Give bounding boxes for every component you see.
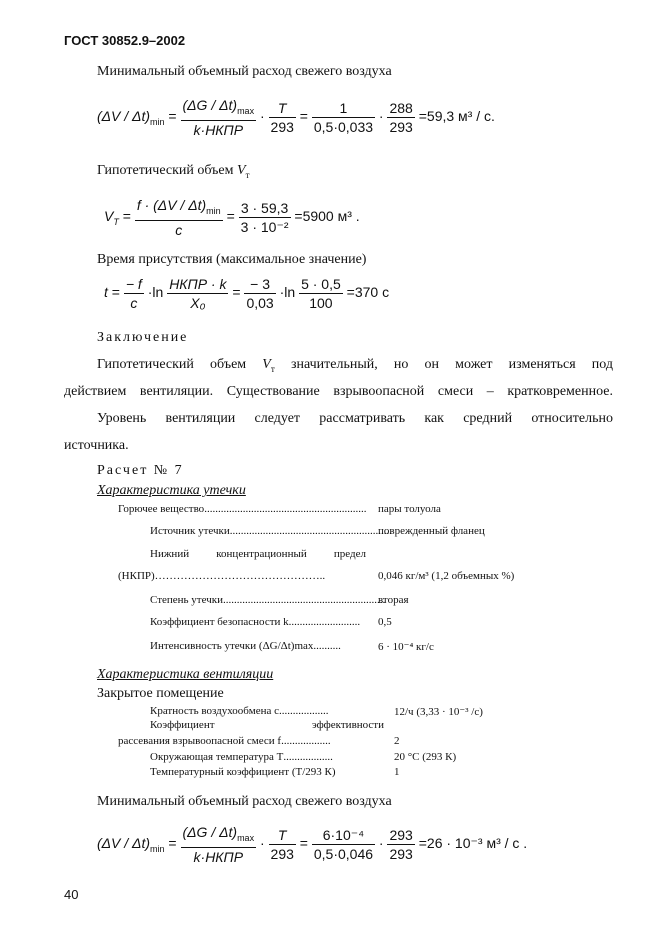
f1-frac-2 bbox=[269, 99, 296, 136]
ventilation-line-1: Уровень вентиляции следует рассматривать как средний относительно bbox=[97, 411, 613, 426]
paragraph-hypothetical-volume bbox=[97, 163, 250, 180]
conclusion-line-1 bbox=[97, 357, 613, 374]
vent-value: 2 bbox=[394, 735, 400, 747]
f3-ln-1: ln bbox=[152, 284, 164, 301]
f3-d2: X₀ bbox=[190, 295, 206, 311]
leak-value: 6 · 10⁻⁴ кг/с bbox=[378, 641, 434, 653]
f4-d3: 0,5·0,046 bbox=[313, 845, 374, 862]
f3-frac-1 bbox=[124, 275, 144, 312]
leak-value: пары толуола bbox=[378, 503, 441, 515]
f3-n3: − 3 bbox=[244, 275, 275, 294]
f1-lhs: (ΔV / Δt) bbox=[97, 108, 151, 125]
vent-row bbox=[150, 766, 336, 778]
vent-label: рассевания взрывоопасной смеси f bbox=[118, 735, 282, 747]
f3-ln-2: ln bbox=[284, 284, 296, 301]
conclusion-line-2: действием вентиляции. Существование взрывоопасной смеси – кратковременное. bbox=[64, 384, 613, 399]
leak-label: Интенсивность утечки (ΔG/Δt)max bbox=[150, 640, 314, 652]
paragraph-min-air-flow-2: Минимальный объемный расход свежего воздуха bbox=[97, 794, 392, 809]
f1-n1: (ΔG / Δt) bbox=[182, 97, 238, 113]
vent-label: Кратность воздухообмена c bbox=[150, 705, 280, 717]
f2-n2: 3 · 59,3 bbox=[239, 199, 291, 218]
formula-min-air-flow: $(\Delta V / \Delta t)_{min}$ = $\frac{(\Delta G / \Delta t)_{max}}{\text{k·НКПР}}$ · $\frac{T}{293}$ = $\frac{1}{0,5\cdot 0,033}$ · $\frac{288}{293}$ =59,3 м³ / с. bbox=[97, 97, 495, 138]
conclusion-heading: Заключение bbox=[97, 330, 189, 345]
p2-symbol: V bbox=[237, 163, 246, 178]
leak-characteristic-heading: Характеристика утечки bbox=[97, 483, 246, 498]
calculation-heading: Расчет № 7 bbox=[97, 463, 184, 478]
conclusion-symbol-sub: т bbox=[270, 363, 275, 374]
leak-label: Источник утечки bbox=[150, 525, 230, 537]
f2-lhs: V bbox=[104, 208, 114, 225]
f4-n4: 293 bbox=[389, 826, 413, 843]
f4-frac-3 bbox=[312, 826, 375, 863]
f2-n1-sub: min bbox=[206, 205, 221, 216]
vent-row: рассевания взрывоопасной смеси f.................. bbox=[118, 735, 331, 747]
f4-n3: 6·10⁻⁴ bbox=[312, 826, 375, 845]
vent-label: Окружающая температура T bbox=[150, 751, 284, 763]
leak-value: 0,5 bbox=[378, 616, 392, 628]
leak-label: Коэффициент безопасности k bbox=[150, 616, 289, 628]
document-header: ГОСТ 30852.9–2002 bbox=[64, 33, 186, 48]
f2-lhs-sub: T bbox=[113, 216, 119, 227]
f4-frac-2 bbox=[269, 826, 296, 863]
f1-d4: 293 bbox=[389, 118, 413, 135]
f1-frac-1 bbox=[181, 96, 257, 139]
f3-lhs: t bbox=[104, 284, 108, 301]
ventilation-line-2: источника. bbox=[64, 438, 129, 453]
f4-d2: 293 bbox=[270, 845, 294, 862]
leak-row: (НКПР)……………………………………….. bbox=[118, 570, 326, 582]
f3-n1: − f bbox=[125, 276, 142, 292]
f2-d1: c bbox=[175, 221, 183, 238]
conclusion-symbol: V bbox=[262, 357, 271, 372]
f3-d4: 100 bbox=[309, 295, 333, 311]
f4-n2: T bbox=[269, 826, 296, 845]
f2-result: 5900 м³ . bbox=[302, 208, 360, 225]
vent-label: Температурный коэффициент (T/293 К) bbox=[150, 766, 336, 778]
conclusion-1a: Гипотетический объем bbox=[97, 357, 247, 372]
vent-label: Коэффициент эффективности bbox=[150, 719, 384, 731]
leak-value: вторая bbox=[378, 594, 409, 606]
leak-label: Горючее вещество bbox=[118, 503, 205, 515]
formula-hypothetical-volume: $V_T$ = $\frac{f \cdot (\Delta V / \Delta t)_{min}}{c}$ = $\frac{3 \cdot 59,3}{\text{3 · 10⁻²}}$ =5900 м³ . bbox=[104, 197, 360, 238]
f1-n3: 1 bbox=[312, 99, 375, 118]
formula-min-air-flow-2: $(\Delta V / \Delta t)_{min}$ = $\frac{(\Delta G / \Delta t)_{max}}{\text{k·НКПР}}$ · $\frac{T}{293}$ = $\frac{\text{6·10⁻⁴}}{0,5\cdot 0,046}$ · $\frac{293}{293}$ =26 · 10⁻³ м³ / с . bbox=[97, 824, 528, 865]
f1-d1: k·НКПР bbox=[193, 121, 244, 138]
f3-d1: c bbox=[130, 295, 138, 311]
f3-d3: 0,03 bbox=[246, 295, 274, 311]
paragraph-min-air-flow: Минимальный объемный расход свежего воздуха bbox=[97, 64, 392, 79]
p2-symbol-sub: т bbox=[245, 169, 250, 180]
leak-row: Степень утечки........................................................... bbox=[150, 594, 386, 606]
vent-row: Кратность воздухообмена c.................. bbox=[150, 705, 329, 717]
leak-row: Интенсивность утечки (ΔG/Δt)max.......... bbox=[150, 640, 341, 652]
f1-frac-4 bbox=[387, 99, 414, 136]
f4-lhs-sub: min bbox=[150, 843, 165, 854]
f1-lhs-sub: min bbox=[150, 116, 165, 127]
leak-value: 0,046 кг/м³ (1,2 объемных %) bbox=[378, 570, 515, 582]
f3-frac-4 bbox=[299, 275, 343, 312]
leak-label: Степень утечки bbox=[150, 594, 223, 606]
f1-n2: T bbox=[269, 99, 296, 118]
f3-n2: НКПР · k bbox=[169, 276, 227, 292]
leak-value: поврежденный фланец bbox=[378, 525, 485, 537]
f1-result: 59,3 м³ / с. bbox=[426, 108, 495, 125]
vent-row bbox=[150, 719, 384, 731]
f3-frac-3 bbox=[244, 275, 275, 312]
formula-presence-time: t = $\frac{- f}{c}$ ·ln $\frac{\text{НКПР · k}}{\text{X₀}}$ = $\frac{- 3}{0,03}$ ·ln $\frac{5 \cdot 0,5}{100}$ =370 с bbox=[104, 276, 390, 311]
f1-n4: 288 bbox=[389, 99, 413, 116]
ventilation-characteristic-heading: Характеристика вентиляции bbox=[97, 667, 274, 682]
f1-d2: 293 bbox=[270, 118, 294, 135]
f1-frac-3 bbox=[312, 99, 375, 136]
f1-d3: 0,5·0,033 bbox=[313, 118, 374, 135]
f2-frac-1 bbox=[135, 196, 223, 239]
f3-frac-2 bbox=[167, 275, 228, 312]
vent-row: Окружающая температура T.................. bbox=[150, 751, 333, 763]
f4-result: 26 · 10⁻³ м³ / с . bbox=[426, 835, 528, 852]
f4-n1: (ΔG / Δt) bbox=[182, 824, 238, 840]
p2-text: Гипотетический объем bbox=[97, 163, 234, 178]
vent-value: 20 °С (293 К) bbox=[394, 751, 457, 763]
f4-lhs: (ΔV / Δt) bbox=[97, 835, 151, 852]
f4-frac-1 bbox=[181, 823, 257, 866]
f3-result: 370 с bbox=[354, 284, 390, 301]
f2-d2: 3 · 10⁻² bbox=[240, 218, 289, 235]
leak-row bbox=[150, 548, 366, 560]
f2-frac-2 bbox=[239, 199, 291, 236]
leak-label: (НКПР) bbox=[118, 570, 155, 582]
leak-row: Коэффициент безопасности k.......................... bbox=[150, 616, 361, 628]
leak-row: Источник утечки........................................................... bbox=[150, 525, 393, 537]
f3-n4: 5 · 0,5 bbox=[301, 276, 341, 292]
f4-d1: k·НКПР bbox=[193, 848, 244, 865]
room-type: Закрытое помещение bbox=[97, 686, 224, 701]
leak-label: Нижний концентрационный предел bbox=[150, 548, 366, 560]
f2-n1: f · (ΔV / Δt) bbox=[136, 197, 207, 213]
f1-n1-sub: max bbox=[237, 105, 255, 116]
vent-value: 12/ч (3,33 · 10⁻³ /с) bbox=[394, 706, 483, 718]
conclusion-1b: значительный, но он может изменяться под bbox=[290, 357, 614, 372]
paragraph-presence-time: Время присутствия (максимальное значение) bbox=[97, 252, 367, 267]
f4-n1-sub: max bbox=[237, 832, 255, 843]
leak-row: Горючее вещество........................................................... bbox=[118, 503, 367, 515]
page-number: 40 bbox=[64, 887, 79, 902]
f4-d4: 293 bbox=[389, 845, 413, 862]
vent-value: 1 bbox=[394, 766, 400, 778]
f4-frac-4 bbox=[387, 826, 414, 863]
